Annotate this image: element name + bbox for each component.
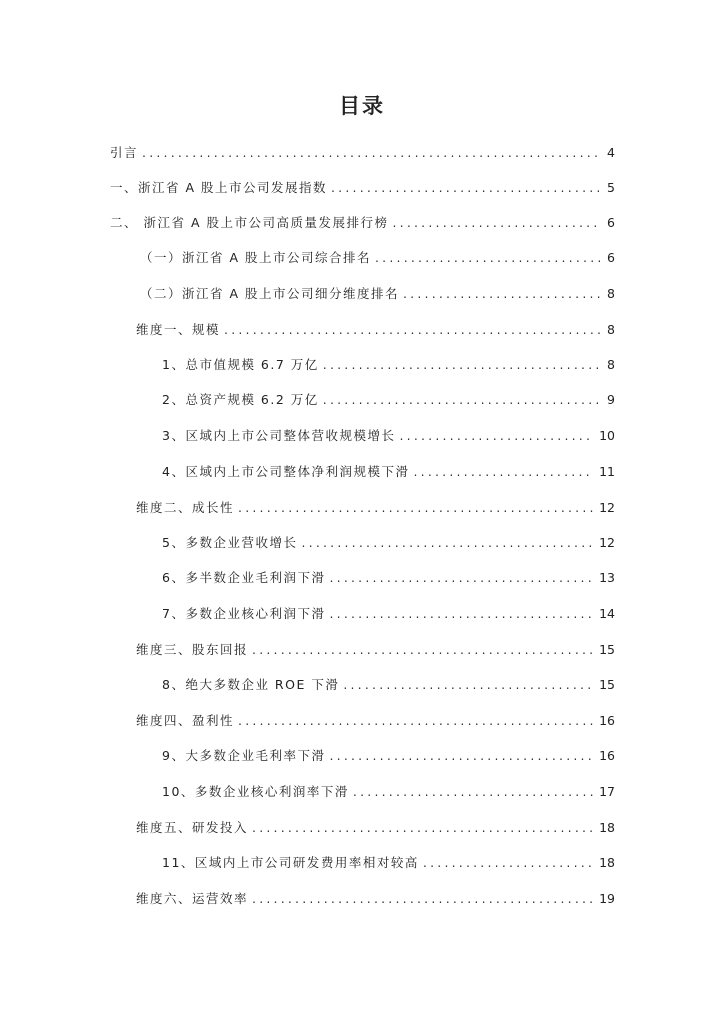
toc-leader-dots <box>329 569 593 587</box>
toc-page-number: 17 <box>599 784 615 799</box>
toc-entry-label: （一）浙江省 A 股上市公司综合排名 <box>140 250 371 265</box>
toc-leader-dots <box>238 499 593 517</box>
toc-leader-dots <box>329 747 593 765</box>
toc-entry-label: 11、区域内上市公司研发费用率相对较高 <box>162 855 419 870</box>
toc-entry[interactable] <box>162 387 615 409</box>
toc-leader-dots <box>252 819 593 837</box>
toc-entry[interactable] <box>162 530 615 552</box>
toc-entry-label: 引言 <box>110 145 139 160</box>
toc-leader-dots <box>238 712 593 730</box>
toc-page-number: 15 <box>599 677 615 692</box>
toc-entry[interactable] <box>110 210 615 232</box>
toc-page-number: 16 <box>599 748 615 763</box>
toc-leader-dots <box>375 249 601 267</box>
toc-entry[interactable] <box>136 317 615 339</box>
toc-entry-label: 维度五、研发投入 <box>136 820 249 835</box>
toc-page-number: 9 <box>607 392 615 407</box>
toc-leader-dots <box>392 214 601 232</box>
toc-leader-dots <box>224 321 601 339</box>
toc-page-number: 12 <box>599 500 615 515</box>
toc-leader-dots <box>252 890 593 908</box>
toc-entry-label: 4、区域内上市公司整体净利润规模下滑 <box>162 464 410 479</box>
toc-page-number: 13 <box>599 570 615 585</box>
toc-page-number: 6 <box>607 215 615 230</box>
toc-page-number: 14 <box>599 606 615 621</box>
toc-leader-dots <box>399 427 593 445</box>
toc-leader-dots <box>413 463 593 481</box>
toc-leader-dots <box>343 676 593 694</box>
toc-entry[interactable] <box>136 815 615 837</box>
toc-entry-label: 8、绝大多数企业 ROE 下滑 <box>162 677 340 692</box>
toc-entry-label: 2、总资产规模 6.2 万亿 <box>162 392 319 407</box>
toc-page-number: 5 <box>607 180 615 195</box>
toc-leader-dots <box>353 783 593 801</box>
toc-entry[interactable] <box>162 850 615 872</box>
toc-leader-dots <box>323 356 601 374</box>
toc-leader-dots <box>329 605 593 623</box>
toc-entry-label: （二）浙江省 A 股上市公司细分维度排名 <box>140 286 399 301</box>
toc-entry[interactable] <box>140 281 615 303</box>
toc-leader-dots <box>403 285 601 303</box>
toc-entry-label: 10、多数企业核心利润率下滑 <box>162 784 349 799</box>
toc-entry[interactable] <box>162 459 615 481</box>
toc-entry-label: 维度六、运营效率 <box>136 891 249 906</box>
toc-page-number: 18 <box>599 855 615 870</box>
toc-entry[interactable] <box>136 637 615 659</box>
toc-entry-label: 二、 浙江省 A 股上市公司高质量发展排行榜 <box>110 215 389 230</box>
toc-page-number: 19 <box>599 891 615 906</box>
toc-entry-label: 6、多半数企业毛利润下滑 <box>162 570 326 585</box>
toc-page-number: 11 <box>599 464 615 479</box>
toc-entry-label: 维度二、成长性 <box>136 500 235 515</box>
toc-page-number: 18 <box>599 820 615 835</box>
toc-entry[interactable] <box>110 140 615 162</box>
toc-page-number: 4 <box>607 145 615 160</box>
toc-entry-label: 1、总市值规模 6.7 万亿 <box>162 357 319 372</box>
toc-leader-dots <box>252 641 593 659</box>
toc-entry-label: 3、区域内上市公司整体营收规模增长 <box>162 428 396 443</box>
toc-entry-label: 维度四、盈利性 <box>136 713 235 728</box>
toc-entry-label: 7、多数企业核心利润下滑 <box>162 606 326 621</box>
toc-entry[interactable] <box>162 601 615 623</box>
toc-entry[interactable] <box>162 423 615 445</box>
toc-entry-label: 一、浙江省 A 股上市公司发展指数 <box>110 180 327 195</box>
toc-page-number: 15 <box>599 642 615 657</box>
toc-entry-label: 维度一、规模 <box>136 322 221 337</box>
toc-entry[interactable] <box>136 708 615 730</box>
toc-page-number: 16 <box>599 713 615 728</box>
toc-leader-dots <box>142 144 601 162</box>
toc-page-number: 8 <box>607 357 615 372</box>
toc-page-number: 10 <box>599 428 615 443</box>
toc-page-number: 8 <box>607 286 615 301</box>
toc-entry[interactable] <box>136 886 615 908</box>
toc-entry[interactable] <box>140 245 615 267</box>
toc-page-number: 12 <box>599 535 615 550</box>
toc-entry[interactable] <box>162 352 615 374</box>
toc-leader-dots <box>331 179 601 197</box>
toc-leader-dots <box>301 534 593 552</box>
toc-entry-label: 5、多数企业营收增长 <box>162 535 298 550</box>
toc-entry[interactable] <box>162 779 615 801</box>
toc-entry[interactable] <box>162 672 615 694</box>
toc-entry-label: 维度三、股东回报 <box>136 642 249 657</box>
toc-entry-label: 9、大多数企业毛利率下滑 <box>162 748 326 763</box>
toc-entry[interactable] <box>110 175 615 197</box>
page-title: 目录 <box>339 94 385 118</box>
toc-leader-dots <box>323 391 601 409</box>
toc-page-number: 6 <box>607 250 615 265</box>
toc-page-number: 8 <box>607 322 615 337</box>
toc-entry[interactable] <box>162 565 615 587</box>
toc-entry[interactable] <box>162 743 615 765</box>
toc-entry[interactable] <box>136 495 615 517</box>
toc-leader-dots <box>423 854 593 872</box>
